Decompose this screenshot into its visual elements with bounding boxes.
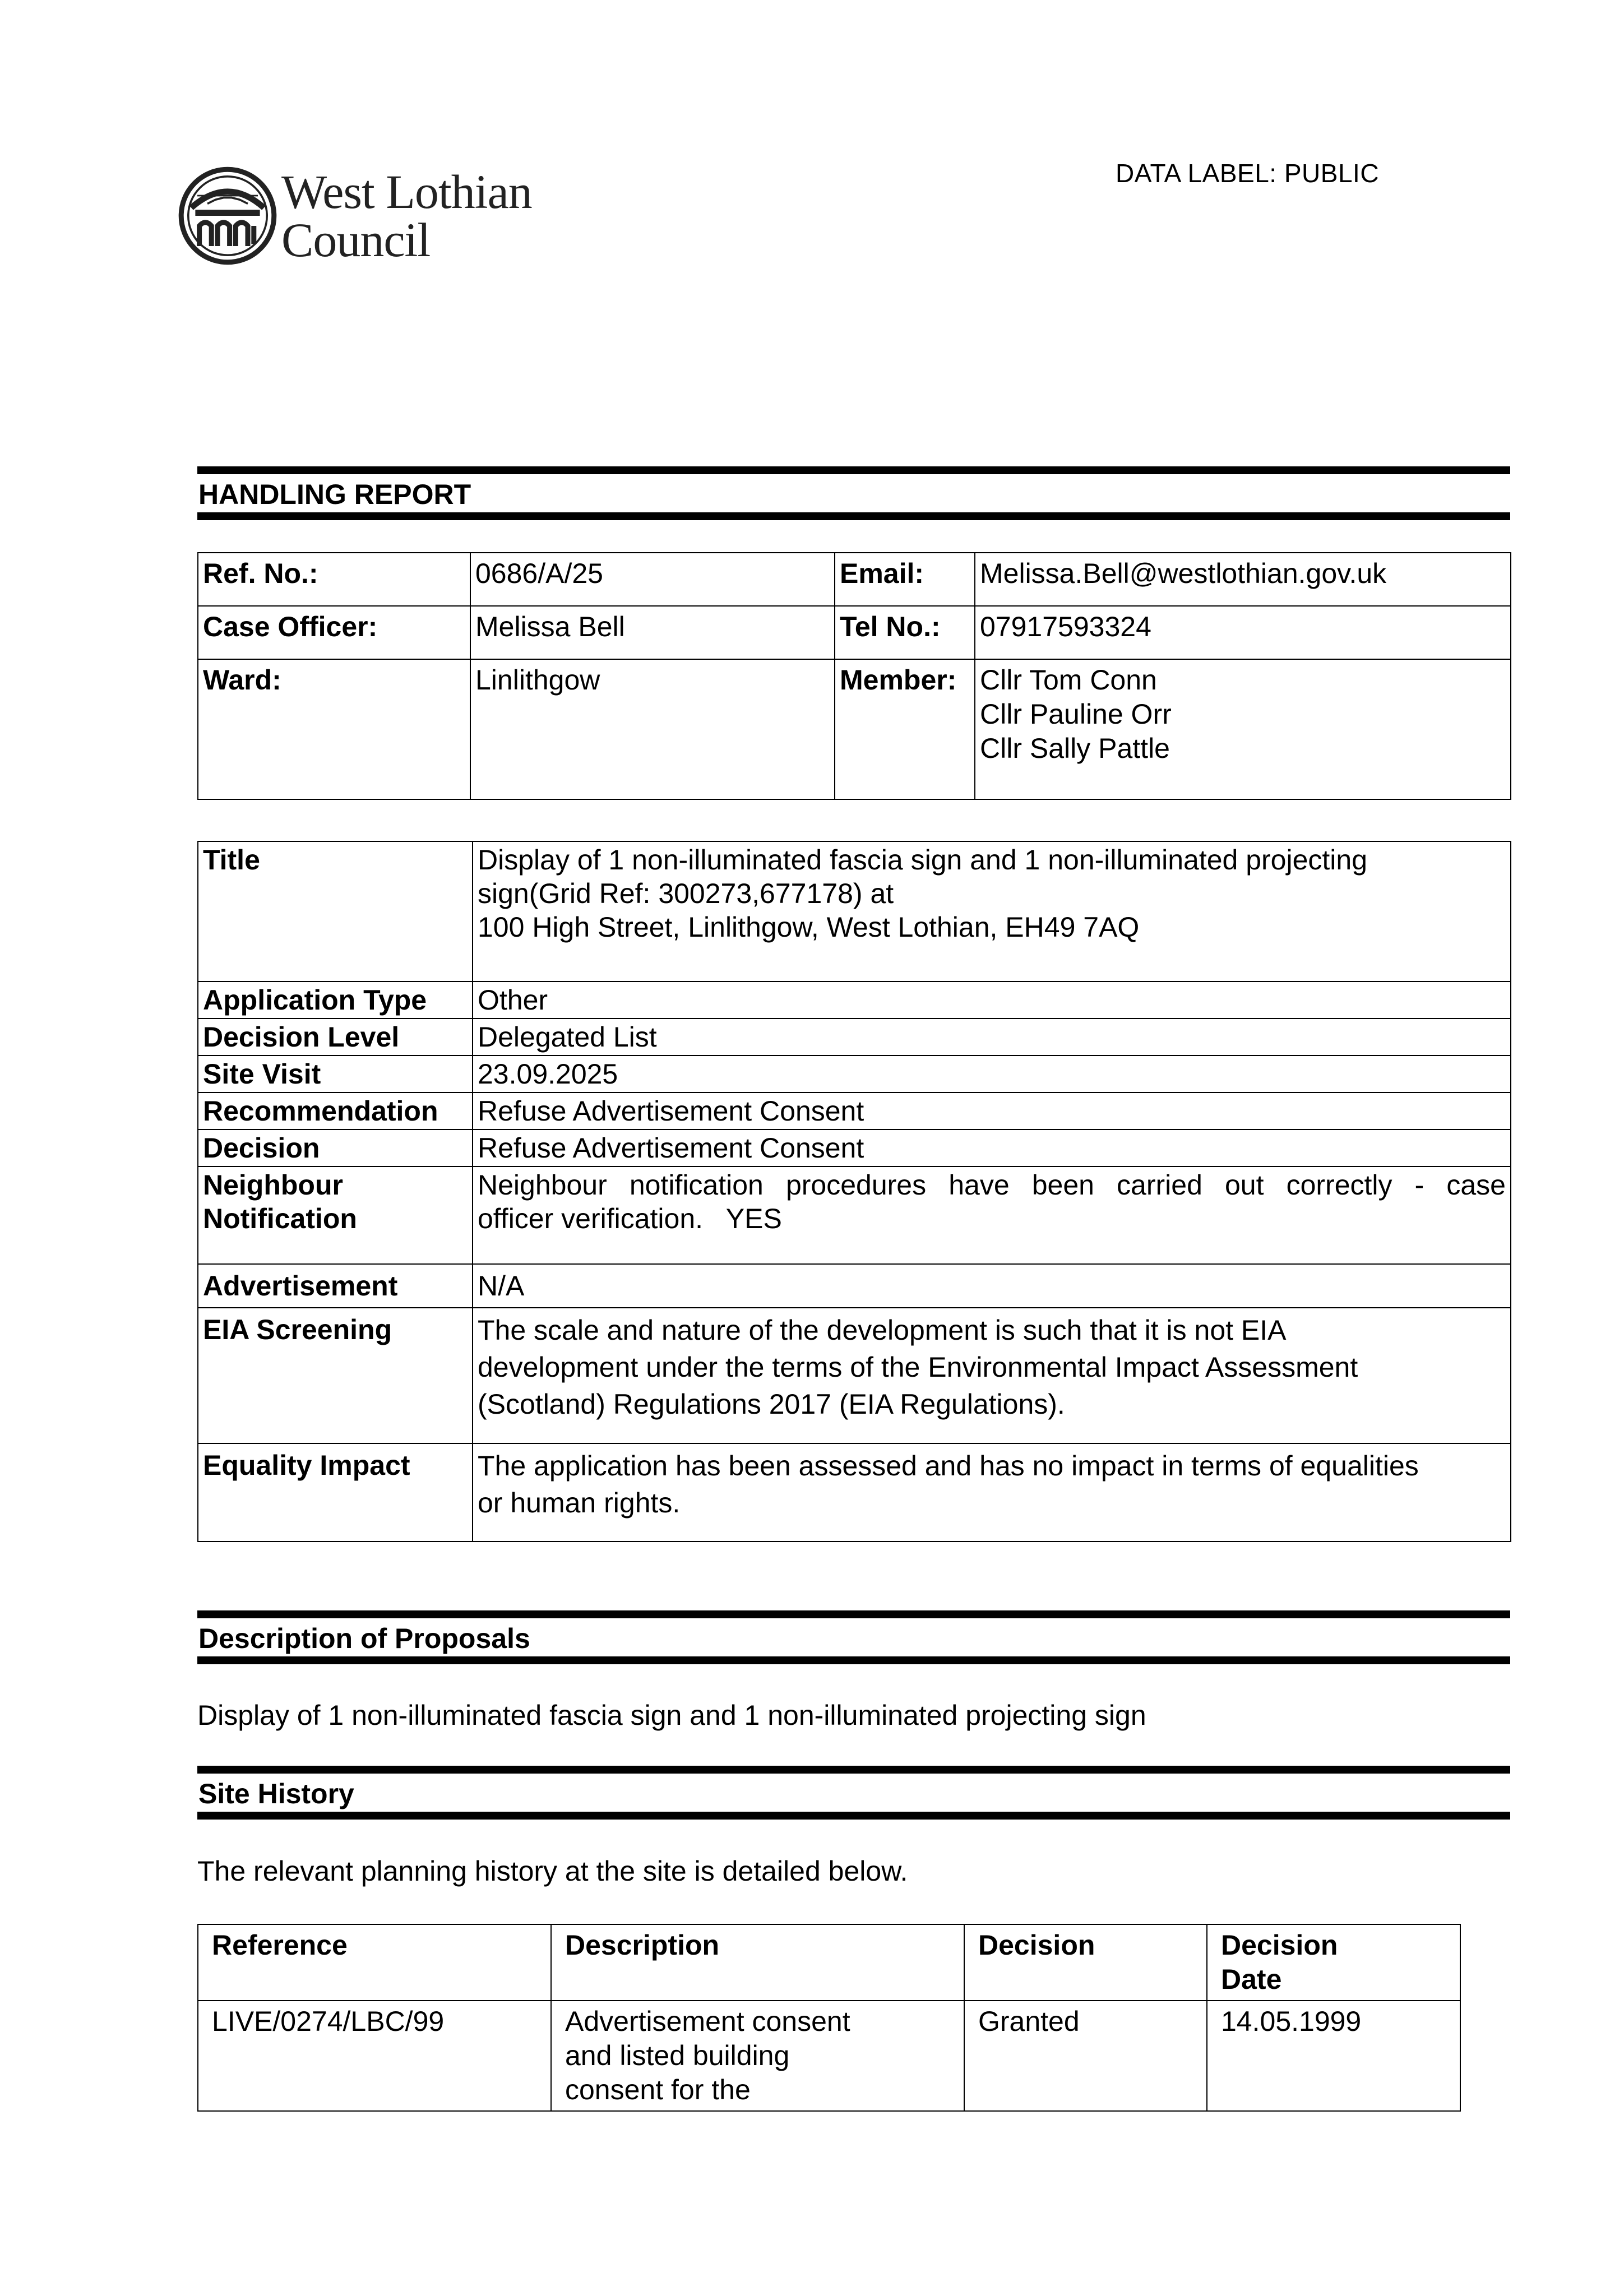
neighbour-label-line: Neighbour xyxy=(203,1169,343,1201)
eia-screening-label: EIA Screening xyxy=(198,1308,473,1443)
equality-impact-value xyxy=(473,1443,1511,1542)
case-officer-label: Case Officer: xyxy=(198,606,470,659)
history-description-line: consent for the xyxy=(565,2074,751,2105)
site-visit-label: Site Visit xyxy=(198,1056,473,1093)
member-name: Cllr Sally Pattle xyxy=(980,733,1170,764)
eia-line: development under the terms of the Environmental Impact Assessment xyxy=(478,1351,1358,1383)
equality-line: or human rights. xyxy=(478,1487,681,1519)
site-history-heading xyxy=(197,1766,1510,1820)
ref-value: 0686/A/25 xyxy=(470,553,835,606)
advertisement-label: Advertisement xyxy=(198,1264,473,1308)
equality-impact-label: Equality Impact xyxy=(198,1443,473,1542)
table-row xyxy=(198,1056,1511,1093)
ward-value: Linlithgow xyxy=(470,659,835,799)
table-row xyxy=(198,606,1511,659)
application-details-table xyxy=(197,841,1511,1542)
logo-text-line1: West Lothian xyxy=(281,165,532,219)
recommendation-value: Refuse Advertisement Consent xyxy=(473,1093,1511,1130)
title-line: sign(Grid Ref: 300273,677178) at xyxy=(478,878,894,909)
ref-label: Ref. No.: xyxy=(198,553,470,606)
history-description-line: and listed building xyxy=(565,2040,790,2071)
history-header-description: Description xyxy=(551,1924,964,2001)
history-header-decision: Decision xyxy=(964,1924,1207,2001)
proposals-text: Display of 1 non-illuminated fascia sign and 1 non-illuminated projecting sign xyxy=(197,1700,1146,1731)
table-row xyxy=(198,1264,1511,1308)
handling-report-heading-text: HANDLING REPORT xyxy=(198,479,471,510)
table-row xyxy=(198,1130,1511,1166)
site-visit-value: 23.09.2025 xyxy=(473,1056,1511,1093)
description-of-proposals-heading xyxy=(197,1610,1510,1664)
table-row xyxy=(198,1443,1511,1542)
table-row xyxy=(198,1093,1511,1130)
member-name: Cllr Pauline Orr xyxy=(980,698,1172,730)
table-row xyxy=(198,2001,1460,2111)
neighbour-notification-label xyxy=(198,1166,473,1264)
table-row xyxy=(198,1924,1460,2001)
eia-line: (Scotland) Regulations 2017 (EIA Regulations). xyxy=(478,1388,1065,1420)
neighbour-label-line: Notification xyxy=(203,1203,357,1234)
table-row xyxy=(198,1166,1511,1264)
table-row xyxy=(198,659,1511,799)
decision-level-label: Decision Level xyxy=(198,1019,473,1056)
site-history-intro: The relevant planning history at the site is detailed below. xyxy=(197,1855,908,1887)
history-reference: LIVE/0274/LBC/99 xyxy=(198,2001,551,2111)
description-of-proposals-heading-text: Description of Proposals xyxy=(198,1623,530,1654)
eia-line: The scale and nature of the development is such that it is not EIA xyxy=(478,1314,1287,1346)
council-logo xyxy=(177,163,532,269)
tel-label: Tel No.: xyxy=(835,606,975,659)
history-description-line: Advertisement consent xyxy=(565,2006,850,2037)
neighbour-line: officer verification. YES xyxy=(478,1203,782,1234)
member-name: Cllr Tom Conn xyxy=(980,664,1157,696)
history-decision-date: 14.05.1999 xyxy=(1207,2001,1460,2111)
officer-info-table xyxy=(197,552,1511,800)
history-header-decision-date: Decision Date xyxy=(1207,1924,1460,2001)
title-label: Title xyxy=(198,841,473,982)
application-type-label: Application Type xyxy=(198,982,473,1019)
site-history-table xyxy=(197,1924,1461,2112)
neighbour-notification-value xyxy=(473,1166,1511,1264)
decision-label: Decision xyxy=(198,1130,473,1166)
site-history-heading-text: Site History xyxy=(198,1778,354,1809)
application-type-value: Other xyxy=(473,982,1511,1019)
email-label: Email: xyxy=(835,553,975,606)
title-line: 100 High Street, Linlithgow, West Lothian, EH49 7AQ xyxy=(478,911,1140,943)
table-row xyxy=(198,1019,1511,1056)
title-value xyxy=(473,841,1511,982)
neighbour-line: Neighbour notification procedures have been carried out correctly - case xyxy=(478,1169,1506,1201)
tel-value: 07917593324 xyxy=(975,606,1511,659)
decision-level-value: Delegated List xyxy=(473,1019,1511,1056)
history-description xyxy=(551,2001,964,2111)
ward-label: Ward: xyxy=(198,659,470,799)
member-label: Member: xyxy=(835,659,975,799)
member-list xyxy=(975,659,1511,799)
decision-value: Refuse Advertisement Consent xyxy=(473,1130,1511,1166)
handling-report-heading xyxy=(197,466,1510,520)
title-line: Display of 1 non-illuminated fascia sign and 1 non-illuminated projecting xyxy=(478,844,1368,876)
equality-line: The application has been assessed and has no impact in terms of equalities xyxy=(478,1450,1419,1482)
email-value[interactable]: Melissa.Bell@westlothian.gov.uk xyxy=(975,553,1511,606)
history-header-reference: Reference xyxy=(198,1924,551,2001)
history-decision: Granted xyxy=(964,2001,1207,2111)
logo-text-line2: Council xyxy=(281,213,431,267)
table-row xyxy=(198,841,1511,982)
table-row xyxy=(198,1308,1511,1443)
council-crest-icon xyxy=(177,165,278,266)
table-row xyxy=(198,553,1511,606)
advertisement-value: N/A xyxy=(473,1264,1511,1308)
data-label: DATA LABEL: PUBLIC xyxy=(1116,159,1380,188)
case-officer-value: Melissa Bell xyxy=(470,606,835,659)
recommendation-label: Recommendation xyxy=(198,1093,473,1130)
eia-screening-value xyxy=(473,1308,1511,1443)
table-row xyxy=(198,982,1511,1019)
